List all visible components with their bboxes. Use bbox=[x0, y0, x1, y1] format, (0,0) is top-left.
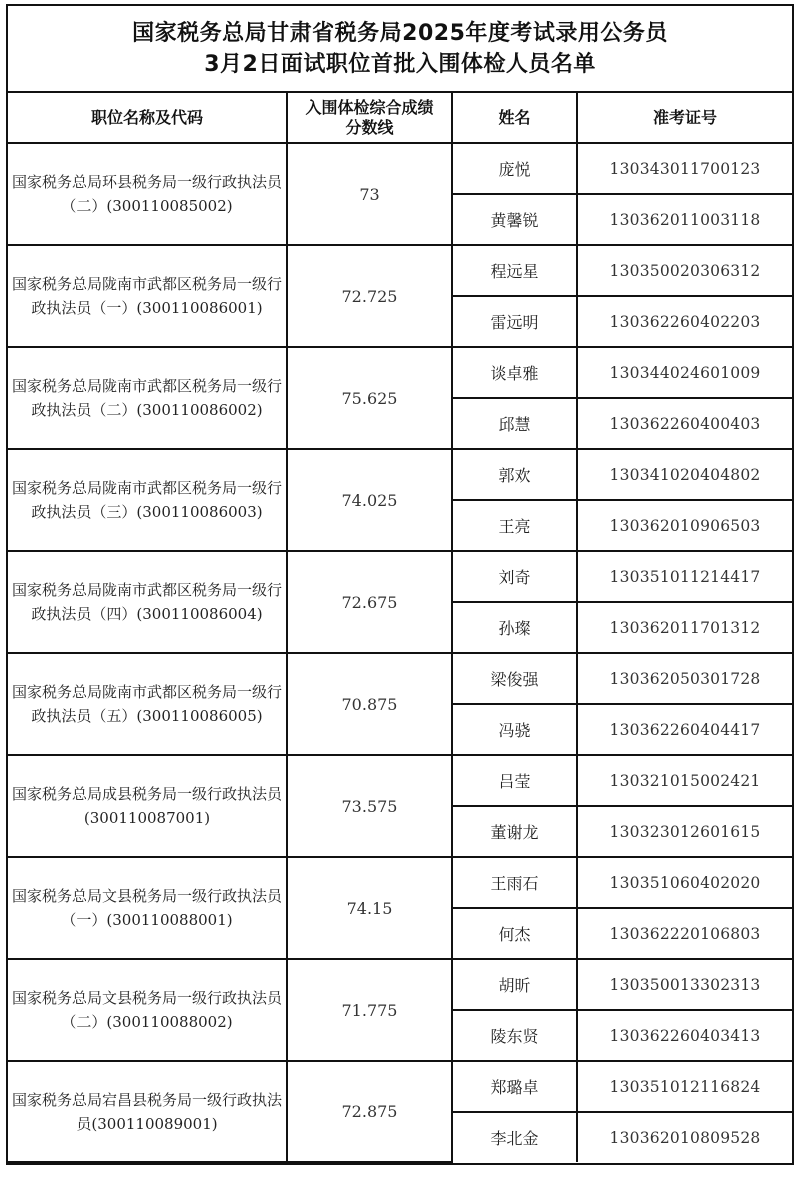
exam-id-cell: 130350020306312 bbox=[577, 245, 792, 296]
table-row bbox=[8, 755, 792, 806]
exam-id-cell: 130362260403413 bbox=[577, 1010, 792, 1061]
name-cell: 王雨石 bbox=[452, 857, 577, 908]
name-cell: 董谢龙 bbox=[452, 806, 577, 857]
exam-id-cell: 130321015002421 bbox=[577, 755, 792, 806]
exam-id-cell: 130351012116824 bbox=[577, 1061, 792, 1112]
score-cell: 73.575 bbox=[287, 755, 452, 857]
exam-id-cell: 130362260404417 bbox=[577, 704, 792, 755]
exam-id-cell: 130341020404802 bbox=[577, 449, 792, 500]
header-row bbox=[8, 92, 792, 143]
table-row bbox=[8, 347, 792, 398]
position-cell: 国家税务总局环县税务局一级行政执法员（二）(300110085002) bbox=[8, 143, 287, 245]
exam-id-cell: 130351011214417 bbox=[577, 551, 792, 602]
candidate-list-sheet bbox=[6, 4, 794, 1165]
header-name: 姓名 bbox=[452, 92, 577, 143]
exam-id-cell: 130362011003118 bbox=[577, 194, 792, 245]
name-cell: 王亮 bbox=[452, 500, 577, 551]
header-score-line-1: 入围体检综合成绩 bbox=[305, 97, 434, 117]
exam-id-cell: 130362220106803 bbox=[577, 908, 792, 959]
position-cell: 国家税务总局文县税务局一级行政执法员（二）(300110088002) bbox=[8, 959, 287, 1061]
score-cell: 74.025 bbox=[287, 449, 452, 551]
score-cell: 71.775 bbox=[287, 959, 452, 1061]
header-score bbox=[287, 92, 452, 143]
position-cell: 国家税务总局成县税务局一级行政执法员(300110087001) bbox=[8, 755, 287, 857]
table-row bbox=[8, 449, 792, 500]
score-cell: 73 bbox=[287, 143, 452, 245]
exam-id-cell: 130362050301728 bbox=[577, 653, 792, 704]
exam-id-cell: 130344024601009 bbox=[577, 347, 792, 398]
exam-id-cell: 130362011701312 bbox=[577, 602, 792, 653]
name-cell: 庞悦 bbox=[452, 143, 577, 194]
score-cell: 72.725 bbox=[287, 245, 452, 347]
exam-id-cell: 130362010906503 bbox=[577, 500, 792, 551]
name-cell: 雷远明 bbox=[452, 296, 577, 347]
score-cell: 75.625 bbox=[287, 347, 452, 449]
name-cell: 邱慧 bbox=[452, 398, 577, 449]
table-row bbox=[8, 245, 792, 296]
position-cell: 国家税务总局文县税务局一级行政执法员（一）(300110088001) bbox=[8, 857, 287, 959]
title-row bbox=[8, 6, 792, 92]
score-cell: 70.875 bbox=[287, 653, 452, 755]
score-cell: 72.675 bbox=[287, 551, 452, 653]
exam-id-cell: 130351060402020 bbox=[577, 857, 792, 908]
name-cell: 何杰 bbox=[452, 908, 577, 959]
exam-id-cell: 130362010809528 bbox=[577, 1112, 792, 1162]
name-cell: 黄馨锐 bbox=[452, 194, 577, 245]
name-cell: 孙璨 bbox=[452, 602, 577, 653]
table-row bbox=[8, 551, 792, 602]
name-cell: 吕莹 bbox=[452, 755, 577, 806]
header-position: 职位名称及代码 bbox=[8, 92, 287, 143]
score-cell: 72.875 bbox=[287, 1061, 452, 1162]
exam-id-cell: 130362260402203 bbox=[577, 296, 792, 347]
score-cell: 74.15 bbox=[287, 857, 452, 959]
position-cell: 国家税务总局陇南市武都区税务局一级行政执法员（一）(300110086001) bbox=[8, 245, 287, 347]
position-cell: 国家税务总局陇南市武都区税务局一级行政执法员（二）(300110086002) bbox=[8, 347, 287, 449]
name-cell: 胡昕 bbox=[452, 959, 577, 1010]
document-title bbox=[8, 6, 792, 92]
exam-id-cell: 130350013302313 bbox=[577, 959, 792, 1010]
table-row bbox=[8, 959, 792, 1010]
header-score-line-2: 分数线 bbox=[345, 117, 394, 137]
table-row bbox=[8, 857, 792, 908]
name-cell: 冯骁 bbox=[452, 704, 577, 755]
table-row bbox=[8, 653, 792, 704]
name-cell: 陵东贤 bbox=[452, 1010, 577, 1061]
exam-id-cell: 130323012601615 bbox=[577, 806, 792, 857]
position-cell: 国家税务总局陇南市武都区税务局一级行政执法员（五）(300110086005) bbox=[8, 653, 287, 755]
name-cell: 程远星 bbox=[452, 245, 577, 296]
title-line-1: 国家税务总局甘肃省税务局2025年度考试录用公务员 bbox=[132, 20, 668, 46]
name-cell: 郑璐卓 bbox=[452, 1061, 577, 1112]
position-cell: 国家税务总局宕昌县税务局一级行政执法员(300110089001) bbox=[8, 1061, 287, 1162]
name-cell: 谈卓雅 bbox=[452, 347, 577, 398]
name-cell: 梁俊强 bbox=[452, 653, 577, 704]
header-exam-id: 准考证号 bbox=[577, 92, 792, 143]
name-cell: 刘奇 bbox=[452, 551, 577, 602]
table-row bbox=[8, 1061, 792, 1112]
table-row bbox=[8, 143, 792, 194]
exam-id-cell: 130343011700123 bbox=[577, 143, 792, 194]
position-cell: 国家税务总局陇南市武都区税务局一级行政执法员（四）(300110086004) bbox=[8, 551, 287, 653]
title-line-2: 3月2日面试职位首批入围体检人员名单 bbox=[204, 51, 596, 77]
candidate-list-table bbox=[8, 6, 792, 1163]
table-body bbox=[8, 143, 792, 1162]
name-cell: 郭欢 bbox=[452, 449, 577, 500]
exam-id-cell: 130362260400403 bbox=[577, 398, 792, 449]
name-cell: 李北金 bbox=[452, 1112, 577, 1162]
position-cell: 国家税务总局陇南市武都区税务局一级行政执法员（三）(300110086003) bbox=[8, 449, 287, 551]
